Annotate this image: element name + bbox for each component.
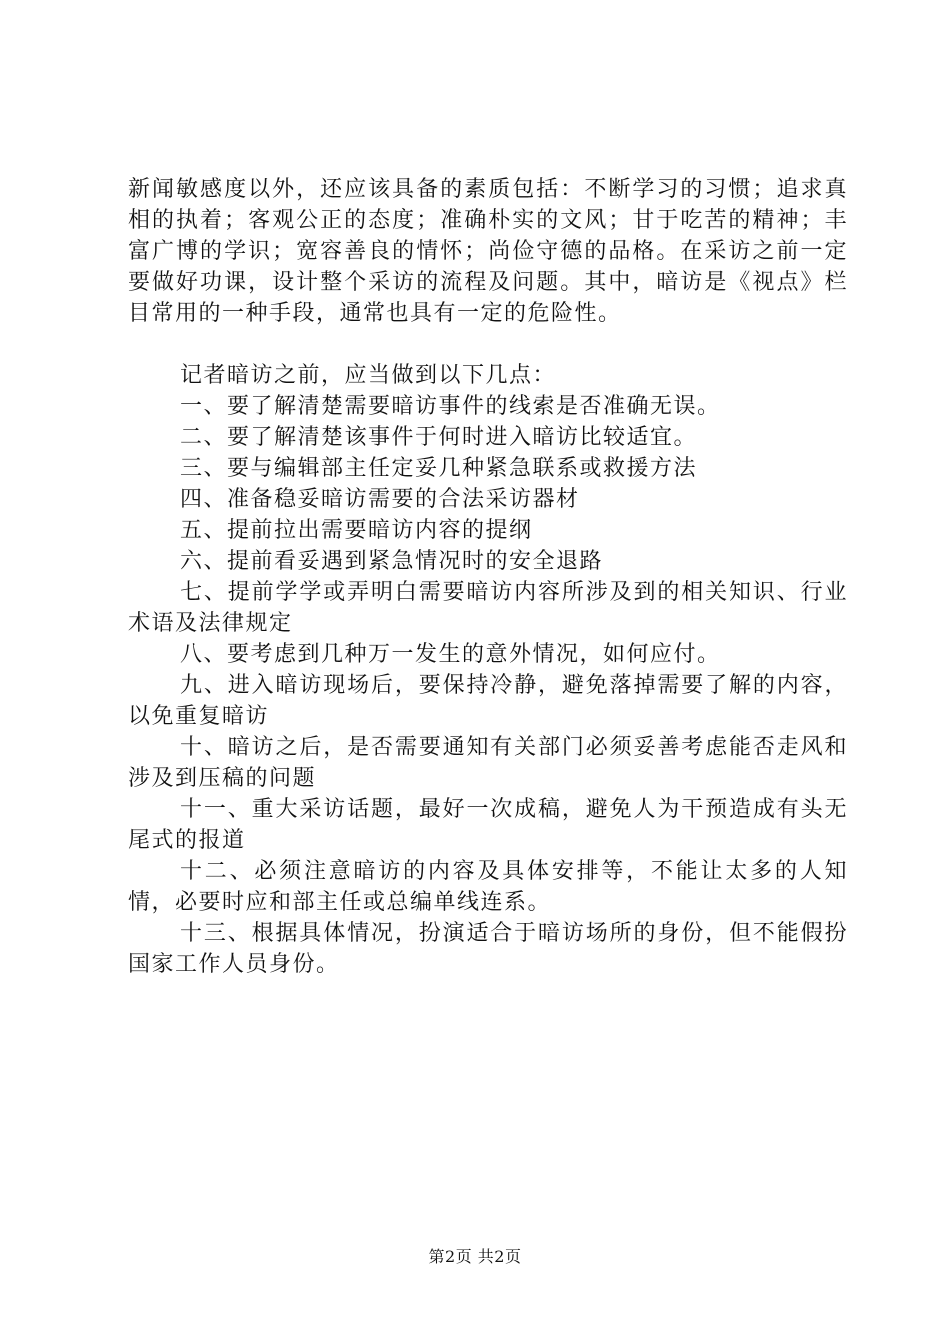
- list-item: 三、要与编辑部主任定妥几种紧急联系或救援方法: [180, 456, 698, 481]
- lead-paragraph: 记者暗访之前，应当做到以下几点：: [180, 363, 557, 388]
- list-item: 九、进入暗访现场后，要保持冷静，避免落掉需要了解的内容，以免重复暗访: [128, 673, 848, 729]
- list-item: 四、准备稳妥暗访需要的合法采访器材: [180, 487, 580, 512]
- list-item: 十、暗访之后，是否需要通知有关部门必须妥善考虑能否走风和涉及到压稿的问题: [128, 735, 848, 791]
- list-item: 十一、重大采访话题，最好一次成稿，避免人为干预造成有头无尾式的报道: [128, 797, 848, 853]
- list-item: 十二、必须注意暗访的内容及具体安排等，不能让太多的人知情，必要时应和部主任或总编单线连系。: [128, 859, 848, 915]
- list-item: 七、提前学学或弄明白需要暗访内容所涉及到的相关知识、行业术语及法律规定: [128, 580, 848, 636]
- list-item: 六、提前看妥遇到紧急情况时的安全退路: [180, 549, 604, 574]
- list-item: 一、要了解清楚需要暗访事件的线索是否准确无误。: [180, 394, 721, 419]
- list-item: 十三、根据具体情况，扮演适合于暗访场所的身份，但不能假扮国家工作人员身份。: [128, 921, 848, 977]
- list-item: 五、提前拉出需要暗访内容的提纲: [180, 518, 533, 543]
- list-item: 八、要考虑到几种万一发生的意外情况，如何应付。: [180, 642, 721, 667]
- document-body: [128, 174, 848, 980]
- list-item: 二、要了解清楚该事件于何时进入暗访比较适宜。: [180, 425, 698, 450]
- page-number-label: 第2页 共2页: [428, 1247, 522, 1266]
- intro-paragraph: 新闻敏感度以外，还应该具备的素质包括：不断学习的习惯；追求真相的执着；客观公正的态度；准确朴实的文风；甘于吃苦的精神；丰富广博的学识；宽容善良的情怀；尚俭守德的品格。在采访之前一定要做好功课，设计整个采访的流程及问题。其中，暗访是《视点》栏目常用的一种手段，通常也具有一定的危险性。: [128, 177, 848, 326]
- page-footer: [0, 1244, 950, 1267]
